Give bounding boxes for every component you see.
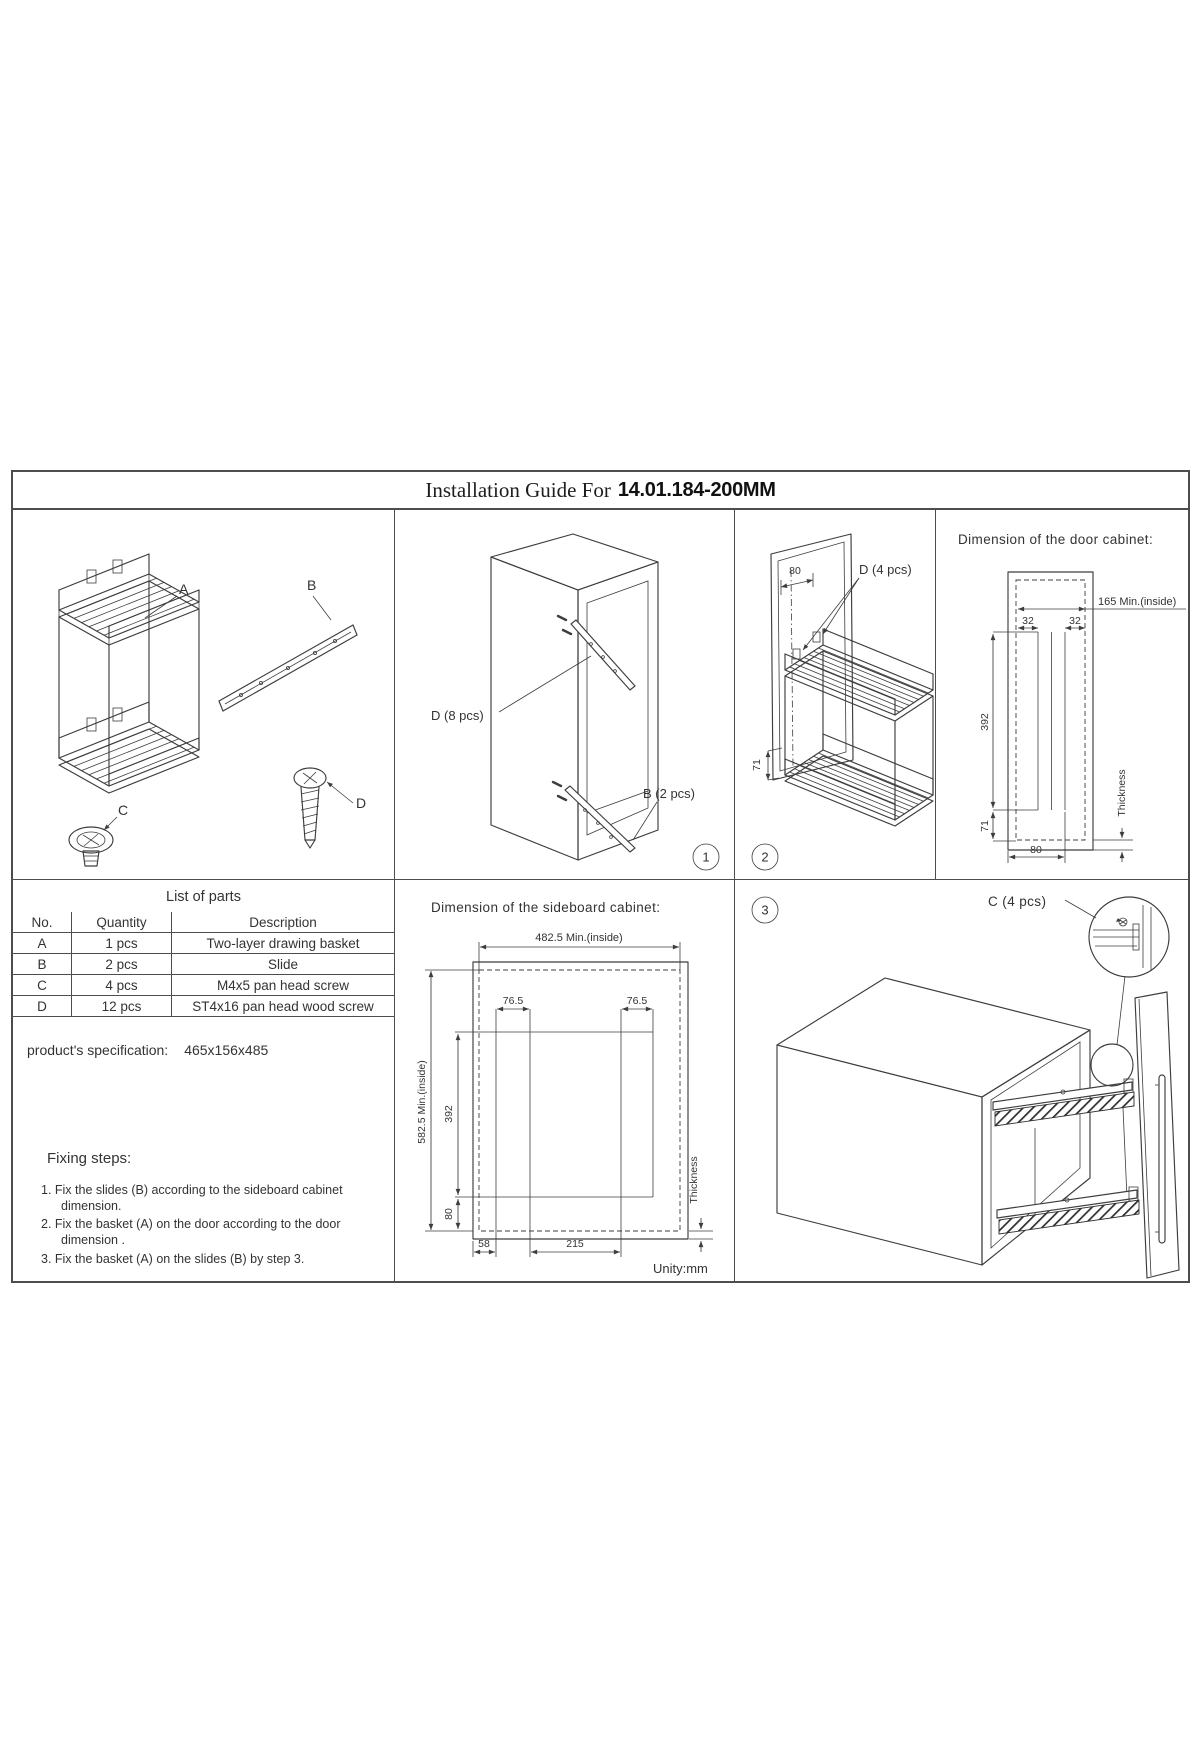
- door-outline: [1008, 572, 1093, 850]
- dim-5825-inside: 582.5 Min.(inside): [416, 1060, 428, 1144]
- callout-d-4pcs: D (4 pcs): [859, 562, 912, 577]
- dim-58: 58: [478, 1238, 490, 1250]
- table-row-b: [13, 954, 394, 975]
- door-dimension-drawing: [936, 510, 1188, 878]
- cell-desc: Slide: [172, 954, 395, 975]
- table-row-a: [13, 933, 394, 954]
- dim-71: 71: [751, 759, 763, 771]
- detail-screw-c-drawing: [1093, 905, 1151, 970]
- parts-drawing: [13, 510, 393, 878]
- screw-d-drawing: [294, 768, 326, 848]
- panel-step1-drawing: [395, 510, 735, 880]
- dim-71: 71: [979, 820, 991, 832]
- pullout-basket-drawing: [993, 1079, 1139, 1234]
- door-dim-title: Dimension of the door cabinet:: [958, 532, 1154, 547]
- cell-qty: 2 pcs: [72, 954, 172, 975]
- panel-door-dimensions: [936, 510, 1188, 880]
- cell-no: B: [13, 954, 72, 975]
- table-row-d: [13, 996, 394, 1017]
- dim-765-right: 76.5: [626, 995, 648, 1007]
- thickness-label: Thickness: [688, 1156, 700, 1204]
- panel-sideboard-dimensions: [395, 880, 735, 1281]
- cell-no: C: [13, 975, 72, 996]
- door-with-handle-drawing: [1135, 992, 1179, 1278]
- label-part-d: D: [356, 795, 367, 811]
- dim-80: 80: [443, 1208, 455, 1220]
- header-description: Description: [172, 912, 395, 933]
- cell-no: A: [13, 933, 72, 954]
- dim-32-right: 32: [1069, 615, 1081, 627]
- step-number-3: 3: [761, 902, 769, 918]
- spec-label: product's specification:: [27, 1042, 169, 1058]
- panel-parts-drawing: [13, 510, 395, 880]
- dim-80: 80: [1030, 844, 1042, 856]
- step3-drawing: [735, 880, 1188, 1281]
- callout-c-4pcs: C (4 pcs): [988, 894, 1047, 909]
- basket-on-door-drawing: [785, 629, 933, 826]
- title-prefix: Installation Guide For: [425, 477, 611, 502]
- two-layer-basket-drawing: [59, 554, 199, 793]
- cell-no: D: [13, 996, 72, 1017]
- dim-32-left: 32: [1022, 615, 1034, 627]
- sideboard-dimension-drawing: [395, 880, 733, 1281]
- parts-list-title: List of parts: [166, 889, 241, 905]
- label-part-c: C: [118, 802, 129, 818]
- panel-step2-drawing: [735, 510, 936, 880]
- dim-80: 80: [789, 565, 801, 577]
- sideboard-dim-title: Dimension of the sideboard cabinet:: [431, 900, 661, 915]
- dim-392: 392: [443, 1105, 455, 1123]
- cell-desc: ST4x16 pan head wood screw: [172, 996, 395, 1017]
- label-part-a: A: [179, 581, 189, 597]
- step2-drawing: [735, 510, 934, 878]
- slide-rail-drawing: [219, 625, 357, 711]
- document-title: [13, 472, 1188, 510]
- screw-c-drawing: [69, 827, 113, 866]
- title-model-number: 14.01.184-200MM: [617, 478, 776, 501]
- callout-b-2pcs: B (2 pcs): [643, 786, 696, 801]
- thickness-label: Thickness: [1116, 769, 1128, 817]
- document-frame: [11, 470, 1190, 1283]
- cell-desc: Two-layer drawing basket: [172, 933, 395, 954]
- callout-d-8pcs: D (8 pcs): [431, 708, 484, 723]
- cabinet-drawing: [491, 534, 658, 860]
- dim-165-inside: 165 Min.(inside): [1098, 596, 1177, 608]
- cell-qty: 12 pcs: [72, 996, 172, 1017]
- cell-qty: 4 pcs: [72, 975, 172, 996]
- cell-desc: M4x5 pan head screw: [172, 975, 395, 996]
- detail-circle-small: [1091, 1044, 1133, 1086]
- fixing-step-1: 1. Fix the slides (B) according to the sideboard cabinet dimension.: [41, 1183, 343, 1213]
- step-number-1: 1: [702, 849, 710, 865]
- dim-392: 392: [979, 713, 991, 731]
- fixing-step-3: 3. Fix the basket (A) on the slides (B) by step 3.: [41, 1251, 305, 1266]
- panel-parts-list: [13, 880, 395, 1281]
- dim-215: 215: [566, 1238, 584, 1250]
- dim-765-left: 76.5: [502, 995, 524, 1007]
- cell-qty: 1 pcs: [72, 933, 172, 954]
- unit-label: Unity:mm: [653, 1261, 708, 1276]
- step-number-2: 2: [761, 849, 769, 865]
- fixing-steps-list: [41, 1183, 343, 1270]
- slide-rails-drawing: [553, 616, 635, 852]
- table-row-c: [13, 975, 394, 996]
- panel-step3-drawing: [735, 880, 1188, 1281]
- header-no: No.: [13, 912, 72, 933]
- parts-table: [13, 912, 394, 1017]
- spec-value: 465x156x485: [184, 1042, 269, 1058]
- parts-table-header-row: [13, 912, 394, 933]
- step1-drawing: [395, 510, 733, 878]
- fixing-step-2: 2. Fix the basket (A) on the door according to the door dimension .: [41, 1217, 341, 1247]
- dim-4825-inside: 482.5 Min.(inside): [535, 932, 623, 944]
- product-specification: [27, 1042, 268, 1058]
- label-part-b: B: [307, 577, 317, 593]
- fixing-steps-title: Fixing steps:: [47, 1150, 132, 1167]
- header-quantity: Quantity: [72, 912, 172, 933]
